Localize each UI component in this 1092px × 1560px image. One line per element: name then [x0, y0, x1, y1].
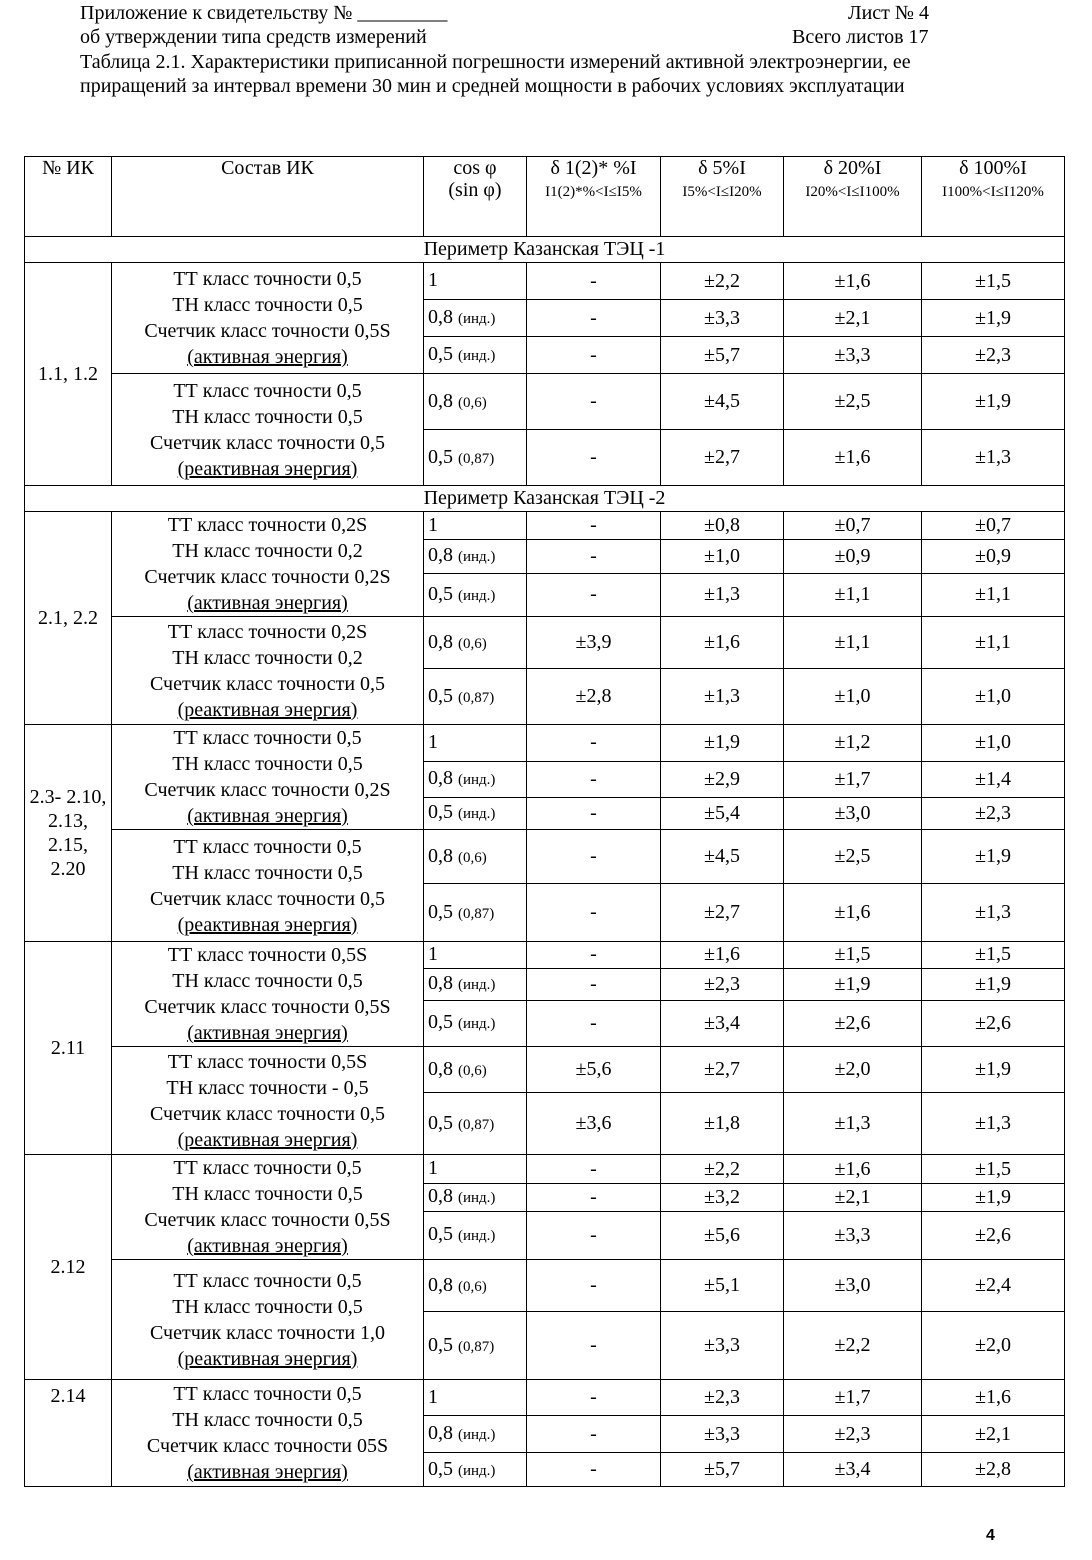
delta-20-cell: ±1,1: [784, 573, 922, 616]
cos-value: 0,8: [428, 389, 453, 412]
composition-cell: [112, 1047, 424, 1155]
delta-1-cell: -: [527, 337, 661, 374]
delta-20-cell: ±0,9: [784, 540, 922, 573]
cos-phi-cell: [424, 968, 527, 1000]
energy-type: (реактивная энергия): [177, 913, 358, 936]
section-title: Периметр Казанская ТЭЦ -2: [25, 486, 1065, 512]
cos-value: 1: [428, 942, 438, 965]
delta-5-cell: ±1,0: [661, 540, 784, 573]
delta-100-cell: ±1,3: [922, 884, 1065, 942]
delta-100-cell: ±1,1: [922, 573, 1065, 616]
cos-phi-cell: [424, 669, 527, 725]
delta-100-cell: ±1,5: [922, 942, 1065, 969]
delta-20-cell: ±2,5: [784, 830, 922, 884]
ik-number: 2.14: [25, 1380, 112, 1487]
composition-cell: [112, 263, 424, 374]
page-number: 4: [986, 1527, 995, 1544]
table-row: [25, 374, 1065, 430]
cos-value: 0,5: [428, 1011, 453, 1034]
composition-cell: [112, 942, 424, 1047]
cos-qualifier: (инд.): [458, 977, 496, 994]
cos-phi-cell: [424, 1453, 527, 1487]
composition-line: ТН класс точности 0,5: [172, 970, 363, 992]
delta-5-cell: ±2,7: [661, 430, 784, 486]
cos-qualifier: (инд.): [458, 1228, 496, 1245]
composition-cell: [112, 830, 424, 942]
cos-value: 0,5: [428, 1223, 453, 1246]
delta-5-cell: ±1,9: [661, 725, 784, 762]
delta-5-cell: ±2,2: [661, 1155, 784, 1184]
ik-number: 2.11: [25, 942, 112, 1155]
cos-phi-cell: [424, 374, 527, 430]
delta-20-cell: ±1,9: [784, 968, 922, 1000]
table-caption: Таблица 2.1. Характеристики приписанной погрешности измерений активной электроэнергии, ее приращений за интервал времени 30 мин и средней мощности в рабочих условиях эксплуатации: [80, 51, 911, 97]
composition-cell: [112, 512, 424, 617]
cos-value: 0,5: [428, 684, 453, 707]
cos-qualifier: (инд.): [458, 1190, 496, 1207]
cos-qualifier: (инд.): [458, 1016, 496, 1033]
delta-20-cell: ±1,2: [784, 725, 922, 762]
composition-line: ТТ класс точности 0,5: [173, 379, 362, 402]
composition-line: ТТ класс точности 0,5: [173, 1383, 362, 1405]
composition-line: ТН класс точности - 0,5: [166, 1076, 369, 1099]
cos-phi-cell: [424, 1000, 527, 1046]
cos-qualifier: (инд.): [458, 806, 496, 823]
delta-100-cell: ±1,3: [922, 1093, 1065, 1155]
delta-20-cell: ±1,7: [784, 1380, 922, 1416]
delta-20-cell: ±2,6: [784, 1000, 922, 1046]
delta-20-cell: ±1,1: [784, 617, 922, 669]
cos-value: 0,8: [428, 1273, 453, 1296]
composition-line: Счетчик класс точности 0,5: [149, 672, 386, 695]
composition-line: ТТ класс точности 0,2S: [167, 620, 368, 643]
energy-type: (активная энергия): [187, 1461, 348, 1483]
table-row: [25, 263, 1065, 300]
delta-100-cell: ±2,3: [922, 337, 1065, 374]
delta-1-cell: -: [527, 1155, 661, 1184]
cos-phi-cell: [424, 830, 527, 884]
section-tec-2: [25, 486, 1065, 512]
delta-1-cell: -: [527, 1416, 661, 1453]
cos-value: 0,5: [428, 1457, 453, 1480]
cos-value: 1: [428, 1385, 438, 1408]
cos-value: 0,5: [428, 445, 453, 468]
delta-5-cell: ±5,7: [661, 1453, 784, 1487]
delta-100-cell: ±1,5: [922, 1155, 1065, 1184]
composition-cell: [112, 725, 424, 830]
table-header-row: [25, 157, 1065, 237]
table-row: [25, 1260, 1065, 1312]
cos-value: 0,8: [428, 544, 453, 567]
delta-100-cell: ±2,0: [922, 1312, 1065, 1380]
delta-20-cell: ±1,6: [784, 430, 922, 486]
delta-100-cell: ±2,6: [922, 1000, 1065, 1046]
table-row: [25, 1380, 1065, 1416]
delta-5-cell: ±3,3: [661, 1416, 784, 1453]
delta-100-cell: ±1,3: [922, 430, 1065, 486]
composition-line: ТН класс точности 0,5: [172, 1409, 363, 1431]
energy-type: (активная энергия): [187, 592, 348, 614]
delta-1-cell: -: [527, 540, 661, 573]
delta-5-cell: ±2,2: [661, 263, 784, 300]
cos-phi-cell: [424, 337, 527, 374]
delta-100-cell: ±1,9: [922, 300, 1065, 337]
delta-5-cell: ±5,4: [661, 797, 784, 829]
delta-5-cell: ±2,3: [661, 1380, 784, 1416]
delta-5-cell: ±3,3: [661, 300, 784, 337]
cos-phi-cell: [424, 1380, 527, 1416]
col-delta-1-2: δ 1(2)* %I I1(2)*%<I≤I5%: [527, 157, 661, 237]
cos-qualifier: (0,87): [458, 1338, 495, 1355]
energy-type: (реактивная энергия): [177, 698, 358, 721]
cos-phi-cell: [424, 1155, 527, 1184]
cos-phi-cell: [424, 512, 527, 540]
cos-qualifier: (0,87): [458, 905, 495, 922]
cos-phi-cell: [424, 617, 527, 669]
cos-value: 0,8: [428, 1057, 453, 1080]
delta-5-cell: ±3,2: [661, 1184, 784, 1212]
cos-value: 0,5: [428, 1333, 453, 1356]
cos-phi-cell: [424, 942, 527, 969]
composition-line: ТН класс точности 0,2: [172, 646, 363, 669]
delta-1-cell: -: [527, 1184, 661, 1212]
cos-qualifier: (инд.): [458, 587, 496, 604]
cos-qualifier: (0,6): [458, 635, 487, 652]
energy-type: (реактивная энергия): [177, 457, 358, 480]
cos-value: 1: [428, 269, 438, 291]
col-cos: cos φ (sin φ): [424, 157, 527, 237]
delta-5-cell: ±0,8: [661, 512, 784, 540]
delta-100-cell: ±1,4: [922, 761, 1065, 797]
delta-1-cell: -: [527, 830, 661, 884]
delta-100-cell: ±1,0: [922, 725, 1065, 762]
ik-number: 2.3- 2.10, 2.13, 2.15, 2.20: [25, 725, 112, 942]
delta-5-cell: ±1,6: [661, 617, 784, 669]
delta-1-cell: -: [527, 942, 661, 969]
delta-5-cell: ±3,3: [661, 1312, 784, 1380]
cos-phi-cell: [424, 300, 527, 337]
cos-phi-cell: [424, 1047, 527, 1093]
cos-qualifier: (инд.): [458, 1462, 496, 1479]
approval-subtitle: об утверждении типа средств измерений: [80, 26, 427, 48]
composition-line: Счетчик класс точности 0,5: [149, 887, 386, 910]
delta-1-cell: -: [527, 573, 661, 616]
composition-line: Счетчик класс точности 05S: [146, 1435, 389, 1457]
composition-line: ТТ класс точности 0,5: [173, 268, 362, 290]
cos-value: 0,5: [428, 582, 453, 605]
cos-value: 0,8: [428, 844, 453, 867]
delta-5-cell: ±5,7: [661, 337, 784, 374]
cos-phi-cell: [424, 1211, 527, 1259]
delta-100-cell: ±2,3: [922, 797, 1065, 829]
composition-line: Счетчик класс точности 0,5S: [144, 996, 391, 1018]
appendix-title: Приложение к свидетельству № _________: [80, 2, 448, 24]
energy-type: (реактивная энергия): [177, 1347, 358, 1370]
delta-1-cell: -: [527, 300, 661, 337]
cos-phi-cell: [424, 761, 527, 797]
composition-cell: [112, 1155, 424, 1260]
cos-value: 0,8: [428, 306, 453, 328]
cos-qualifier: (0,6): [458, 849, 487, 866]
delta-20-cell: ±2,1: [784, 1184, 922, 1212]
composition-cell: [112, 617, 424, 725]
composition-line: Счетчик класс точности 0,5: [149, 1102, 386, 1125]
cos-phi-cell: [424, 725, 527, 762]
cos-value: 0,5: [428, 900, 453, 923]
ik-number: 1.1, 1.2: [25, 263, 112, 486]
table-row: [25, 830, 1065, 884]
cos-value: 1: [428, 1157, 438, 1180]
cos-phi-cell: [424, 1260, 527, 1312]
cos-phi-cell: [424, 263, 527, 300]
delta-100-cell: ±1,6: [922, 1380, 1065, 1416]
delta-1-cell: -: [527, 1312, 661, 1380]
delta-1-cell: -: [527, 1453, 661, 1487]
delta-20-cell: ±3,3: [784, 337, 922, 374]
delta-100-cell: ±1,0: [922, 669, 1065, 725]
composition-line: ТН класс точности 0,2: [172, 540, 363, 562]
sheet-number: Лист № 4: [848, 2, 929, 24]
cos-value: 1: [428, 730, 438, 753]
cos-value: 0,5: [428, 343, 453, 365]
delta-20-cell: ±1,7: [784, 761, 922, 797]
cos-phi-cell: [424, 540, 527, 573]
cos-qualifier: (инд.): [458, 311, 496, 327]
cos-phi-cell: [424, 430, 527, 486]
delta-1-cell: -: [527, 968, 661, 1000]
cos-value: 0,8: [428, 630, 453, 653]
delta-5-cell: ±1,6: [661, 942, 784, 969]
delta-5-cell: ±4,5: [661, 830, 784, 884]
composition-line: Счетчик класс точности 0,2S: [144, 779, 391, 801]
energy-type: (активная энергия): [187, 805, 348, 827]
section-tec-1: [25, 237, 1065, 263]
col-delta-5: δ 5%I I5%<I≤I20%: [661, 157, 784, 237]
table-row: [25, 1047, 1065, 1093]
delta-100-cell: ±1,5: [922, 263, 1065, 300]
delta-1-cell: -: [527, 1380, 661, 1416]
delta-5-cell: ±4,5: [661, 374, 784, 430]
delta-5-cell: ±1,3: [661, 669, 784, 725]
delta-1-cell: -: [527, 512, 661, 540]
composition-line: ТН класс точности 0,5: [172, 294, 363, 316]
ik-number: 2.12: [25, 1155, 112, 1380]
cos-phi-cell: [424, 797, 527, 829]
cos-qualifier: (0,87): [458, 689, 495, 706]
delta-1-cell: -: [527, 725, 661, 762]
delta-20-cell: ±3,4: [784, 1453, 922, 1487]
delta-100-cell: ±2,6: [922, 1211, 1065, 1259]
delta-1-cell: -: [527, 263, 661, 300]
total-sheets: Всего листов 17: [792, 26, 929, 48]
delta-1-cell: -: [527, 884, 661, 942]
delta-100-cell: ±2,1: [922, 1416, 1065, 1453]
delta-20-cell: ±2,1: [784, 300, 922, 337]
delta-20-cell: ±3,3: [784, 1211, 922, 1259]
composition-line: ТН класс точности 0,5: [172, 753, 363, 775]
col-delta-100: δ 100%I I100%<I≤I120%: [922, 157, 1065, 237]
cos-qualifier: (инд.): [458, 1427, 496, 1443]
composition-line: Счетчик класс точности 0,5: [149, 431, 386, 454]
cos-phi-cell: [424, 1093, 527, 1155]
delta-100-cell: ±2,8: [922, 1453, 1065, 1487]
table-row: [25, 1155, 1065, 1184]
composition-cell: [112, 1260, 424, 1380]
cos-qualifier: (0,6): [458, 1062, 487, 1079]
delta-5-cell: ±3,4: [661, 1000, 784, 1046]
delta-5-cell: ±2,3: [661, 968, 784, 1000]
col-ik: № ИК: [25, 157, 112, 237]
composition-line: ТН класс точности 0,5: [172, 405, 363, 428]
cos-value: 0,8: [428, 972, 453, 995]
delta-5-cell: ±5,1: [661, 1260, 784, 1312]
ik-number: 2.1, 2.2: [25, 512, 112, 725]
energy-type: (активная энергия): [187, 1022, 348, 1044]
table-row: [25, 512, 1065, 540]
delta-1-cell: -: [527, 1000, 661, 1046]
delta-20-cell: ±2,2: [784, 1312, 922, 1380]
composition-line: ТТ класс точности 0,5: [173, 727, 362, 749]
table-row: [25, 617, 1065, 669]
cos-qualifier: (0,6): [458, 394, 487, 411]
delta-5-cell: ±1,8: [661, 1093, 784, 1155]
delta-100-cell: ±0,7: [922, 512, 1065, 540]
delta-20-cell: ±3,0: [784, 797, 922, 829]
delta-20-cell: ±2,3: [784, 1416, 922, 1453]
cos-qualifier: (0,87): [458, 1116, 495, 1133]
delta-1-cell: -: [527, 430, 661, 486]
delta-1-cell: -: [527, 374, 661, 430]
table-row: [25, 725, 1065, 762]
composition-line: ТТ класс точности 0,2S: [167, 514, 368, 536]
delta-5-cell: ±2,7: [661, 884, 784, 942]
composition-line: ТН класс точности 0,5: [172, 1295, 363, 1318]
delta-100-cell: ±1,1: [922, 617, 1065, 669]
cos-phi-cell: [424, 573, 527, 616]
composition-line: ТТ класс точности 0,5: [173, 1157, 362, 1179]
composition-line: ТТ класс точности 0,5S: [167, 1050, 368, 1073]
delta-1-cell: ±3,9: [527, 617, 661, 669]
composition-line: ТН класс точности 0,5: [172, 1183, 363, 1205]
composition-line: Счетчик класс точности 0,5S: [144, 320, 391, 342]
delta-5-cell: ±5,6: [661, 1211, 784, 1259]
delta-20-cell: ±2,5: [784, 374, 922, 430]
delta-1-cell: ±5,6: [527, 1047, 661, 1093]
delta-20-cell: ±1,3: [784, 1093, 922, 1155]
delta-100-cell: ±2,4: [922, 1260, 1065, 1312]
composition-line: ТТ класс точности 0,5S: [167, 944, 368, 966]
cos-value: 0,8: [428, 1185, 453, 1208]
delta-1-cell: -: [527, 797, 661, 829]
delta-20-cell: ±1,5: [784, 942, 922, 969]
delta-1-cell: ±2,8: [527, 669, 661, 725]
delta-100-cell: ±1,9: [922, 1047, 1065, 1093]
delta-100-cell: ±1,9: [922, 968, 1065, 1000]
delta-20-cell: ±1,0: [784, 669, 922, 725]
cos-value: 1: [428, 513, 438, 536]
col-delta-20: δ 20%I I20%<I≤I100%: [784, 157, 922, 237]
composition-line: ТН класс точности 0,5: [172, 861, 363, 884]
delta-5-cell: ±1,3: [661, 573, 784, 616]
delta-5-cell: ±2,7: [661, 1047, 784, 1093]
cos-phi-cell: [424, 1184, 527, 1212]
cos-qualifier: (0,6): [458, 1278, 487, 1295]
cos-qualifier: (инд.): [458, 772, 496, 789]
delta-100-cell: ±1,9: [922, 1184, 1065, 1212]
composition-line: ТТ класс точности 0,5: [173, 1269, 362, 1292]
energy-type: (активная энергия): [187, 346, 348, 368]
cos-qualifier: (инд.): [458, 549, 496, 566]
delta-100-cell: ±0,9: [922, 540, 1065, 573]
cos-phi-cell: [424, 1312, 527, 1380]
delta-20-cell: ±3,0: [784, 1260, 922, 1312]
section-title: Периметр Казанская ТЭЦ -1: [25, 237, 1065, 263]
cos-value: 0,5: [428, 801, 453, 824]
cos-value: 0,8: [428, 1422, 453, 1444]
cos-qualifier: (инд.): [458, 348, 496, 364]
delta-20-cell: ±0,7: [784, 512, 922, 540]
delta-1-cell: -: [527, 1211, 661, 1259]
col-composition: Состав ИК: [112, 157, 424, 237]
delta-20-cell: ±1,6: [784, 1155, 922, 1184]
composition-cell: [112, 374, 424, 486]
delta-20-cell: ±2,0: [784, 1047, 922, 1093]
composition-line: ТТ класс точности 0,5: [173, 835, 362, 858]
energy-type: (реактивная энергия): [177, 1128, 358, 1151]
composition-cell: [112, 1380, 424, 1487]
composition-line: Счетчик класс точности 1,0: [149, 1321, 386, 1344]
delta-100-cell: ±1,9: [922, 830, 1065, 884]
cos-value: 0,5: [428, 1111, 453, 1134]
delta-1-cell: ±3,6: [527, 1093, 661, 1155]
table-row: [25, 942, 1065, 969]
cos-value: 0,8: [428, 767, 453, 790]
energy-type: (активная энергия): [187, 1235, 348, 1257]
delta-100-cell: ±1,9: [922, 374, 1065, 430]
delta-5-cell: ±2,9: [661, 761, 784, 797]
cos-phi-cell: [424, 1416, 527, 1453]
delta-1-cell: -: [527, 1260, 661, 1312]
cos-qualifier: (0,87): [458, 450, 495, 467]
delta-20-cell: ±1,6: [784, 263, 922, 300]
composition-line: Счетчик класс точности 0,2S: [144, 566, 391, 588]
error-characteristics-table: [24, 156, 1065, 1487]
cos-phi-cell: [424, 884, 527, 942]
delta-20-cell: ±1,6: [784, 884, 922, 942]
delta-1-cell: -: [527, 761, 661, 797]
composition-line: Счетчик класс точности 0,5S: [144, 1209, 391, 1231]
